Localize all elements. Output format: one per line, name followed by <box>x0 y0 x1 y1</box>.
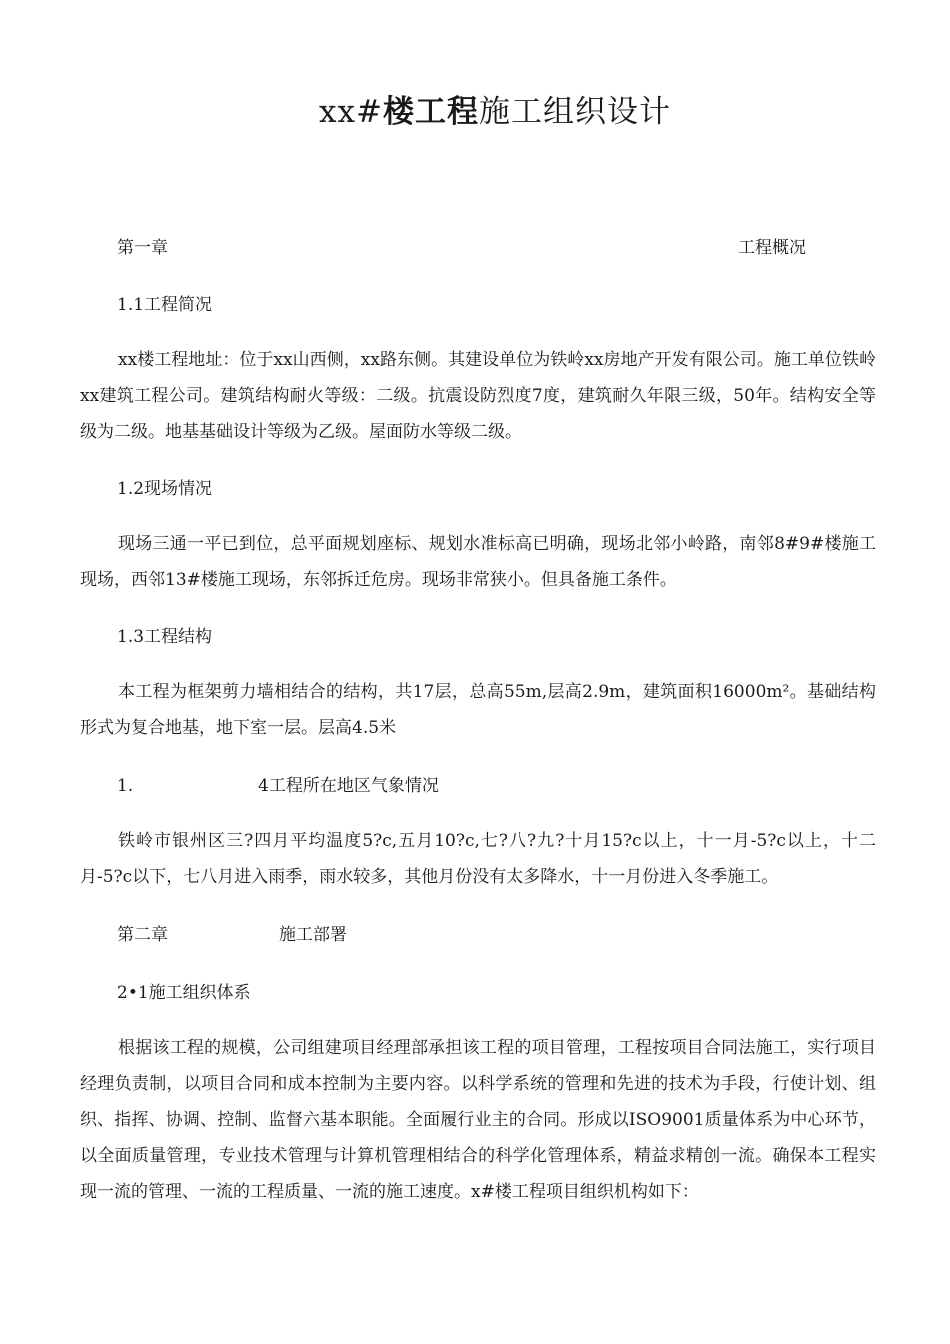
section-1-1-text: xx楼工程地址：位于xx山西侧，xx路东侧。其建设单位为铁岭xx房地产开发有限公司。施工单位铁岭xx建筑工程公司。建筑结构耐火等级：二级。抗震设防烈度7度，建筑耐久年限三级，50年。结构安全等级为二级。地基基础设计等级为乙级。屋面防水等级二级。 <box>80 350 876 442</box>
section-1-3-text: 本工程为框架剪力墙相结合的结构，共17层，总高55m,层高2.9m，建筑面积16000m²。基础结构形式为复合地基，地下室一层。层高4.5米 <box>80 682 876 738</box>
section-1-4-number: 1. <box>117 776 134 796</box>
chapter1-title: 工程概况 <box>738 238 806 258</box>
chapter1-label: 第一章 <box>117 238 168 258</box>
section-2-1-text: 根据该工程的规模，公司组建项目经理部承担该工程的项目管理，工程按项目合同法施工，实行项目经理负责制，以项目合同和成本控制为主要内容。以科学系统的管理和先进的技术为手段，行使计划、组织、指挥、协调、控制、监督六基本职能。全面履行业主的合同。形成以ISO9001质量体系为中心环节，以全面质量管理，专业技术管理与计算机管理相结合的科学化管理体系，精益求精创一流。确保本工程实现一流的管理、一流的工程质量、一流的施工速度。x#楼工程项目组织机构如下： <box>80 1038 876 1202</box>
section-1-4-text: 铁岭市银州区三?四月平均温度5?c,五月10?c,七?八?九?十月15?c以上，十一月-5?c以上，十二月-5?c以下，七八月进入雨季，雨水较多，其他月份没有太多降水，十一月份进入冬季施工。 <box>80 831 876 887</box>
title-prefix: xx# <box>319 94 383 130</box>
document-title <box>0 92 950 132</box>
section-1-1-heading: 1.1工程简况 <box>117 295 213 315</box>
section-1-3-heading: 1.3工程结构 <box>117 627 213 647</box>
section-1-2-heading: 1.2现场情况 <box>117 479 213 499</box>
chapter2-label: 第二章 <box>117 925 168 945</box>
chapter2-title: 施工部署 <box>279 925 347 945</box>
title-suffix: 施工组织设计 <box>478 94 671 130</box>
title-bold: 楼工程 <box>382 94 479 130</box>
section-1-4-heading: 4工程所在地区气象情况 <box>258 776 439 796</box>
section-1-2-text: 现场三通一平已到位，总平面规划座标、规划水准标高已明确，现场北邻小岭路，南邻8#9#楼施工现场，西邻13#楼施工现场，东邻拆迁危房。现场非常狭小。但具备施工条件。 <box>80 534 876 590</box>
section-2-1-heading: 2•1施工组织体系 <box>117 983 251 1003</box>
